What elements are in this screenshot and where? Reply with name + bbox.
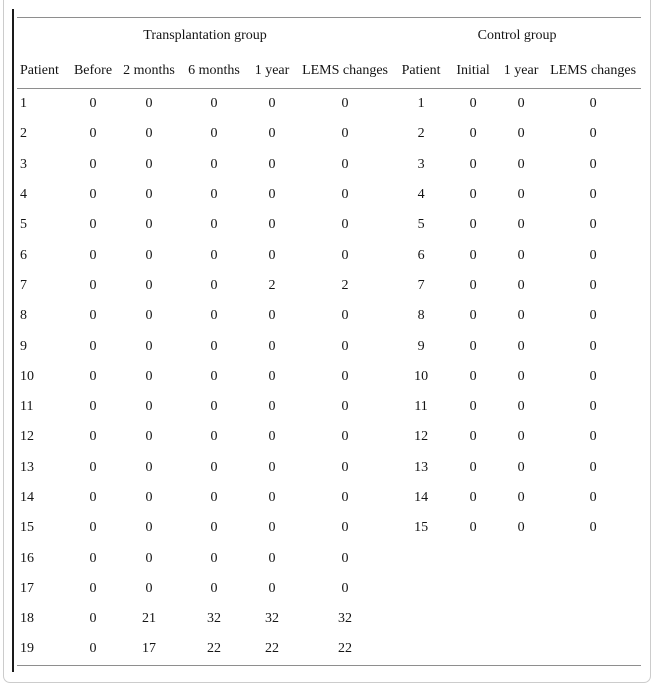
value-cell: 0 bbox=[89, 308, 97, 324]
column-header-row bbox=[17, 53, 641, 89]
value-cell: 0 bbox=[517, 247, 525, 263]
value-cell: 0 bbox=[89, 550, 97, 566]
patient-number-control bbox=[393, 604, 449, 634]
value-cell: 0 bbox=[210, 580, 218, 596]
value-cell: 0 bbox=[89, 459, 97, 475]
col-header-patient-control: Patient bbox=[401, 62, 441, 78]
value-cell: 0 bbox=[210, 126, 218, 142]
value-cell: 0 bbox=[589, 187, 597, 203]
value-cell: 0 bbox=[89, 399, 97, 415]
value-cell: 0 bbox=[145, 247, 153, 263]
value-cell: 0 bbox=[145, 217, 153, 233]
value-cell: 0 bbox=[210, 308, 218, 324]
value-cell: 0 bbox=[268, 550, 276, 566]
col-header-before: Before bbox=[73, 62, 113, 78]
table-body bbox=[17, 89, 641, 666]
patient-number-transplant: 2 bbox=[20, 126, 27, 142]
value-cell: 0 bbox=[268, 459, 276, 475]
table-row bbox=[17, 240, 641, 270]
value-cell: 2 bbox=[268, 277, 276, 293]
value-cell: 0 bbox=[341, 126, 349, 142]
patient-number-control bbox=[393, 574, 449, 604]
value-cell: 0 bbox=[517, 399, 525, 415]
value-cell: 0 bbox=[145, 338, 153, 354]
value-cell: 0 bbox=[89, 611, 97, 627]
value-cell: 0 bbox=[268, 368, 276, 384]
value-cell bbox=[545, 574, 641, 604]
group-header-transplantation: Transplantation group bbox=[143, 27, 267, 43]
value-cell: 0 bbox=[469, 368, 477, 384]
value-cell: 0 bbox=[145, 187, 153, 203]
value-cell: 0 bbox=[469, 308, 477, 324]
value-cell: 0 bbox=[589, 429, 597, 445]
value-cell: 0 bbox=[89, 156, 97, 172]
value-cell: 0 bbox=[469, 429, 477, 445]
value-cell: 0 bbox=[589, 308, 597, 324]
value-cell: 0 bbox=[210, 399, 218, 415]
patient-number-transplant: 9 bbox=[20, 338, 27, 354]
value-cell: 0 bbox=[89, 126, 97, 142]
value-cell: 0 bbox=[517, 187, 525, 203]
value-cell: 0 bbox=[268, 580, 276, 596]
value-cell: 0 bbox=[89, 187, 97, 203]
value-cell: 0 bbox=[341, 156, 349, 172]
value-cell: 22 bbox=[265, 641, 279, 657]
value-cell: 0 bbox=[89, 580, 97, 596]
value-cell: 32 bbox=[338, 611, 353, 627]
value-cell: 32 bbox=[207, 611, 221, 627]
patient-number-transplant: 19 bbox=[20, 641, 34, 657]
value-cell: 0 bbox=[517, 520, 525, 536]
value-cell: 21 bbox=[142, 611, 156, 627]
value-cell: 0 bbox=[268, 217, 276, 233]
value-cell: 0 bbox=[89, 368, 97, 384]
value-cell bbox=[497, 574, 545, 604]
value-cell bbox=[545, 634, 641, 665]
table-row bbox=[17, 604, 641, 634]
value-cell: 0 bbox=[589, 490, 597, 505]
value-cell: 0 bbox=[517, 277, 525, 293]
value-cell bbox=[545, 604, 641, 634]
table-row bbox=[17, 150, 641, 180]
value-cell: 0 bbox=[145, 580, 153, 596]
col-header-lems-changes-transplant: LEMS changes bbox=[302, 62, 388, 78]
patient-number-transplant: 10 bbox=[20, 368, 34, 384]
patient-number-control: 6 bbox=[417, 247, 425, 263]
table-row bbox=[17, 392, 641, 422]
value-cell: 0 bbox=[210, 550, 218, 566]
col-header-1-year-transplant: 1 year bbox=[254, 62, 290, 78]
value-cell: 0 bbox=[145, 550, 153, 566]
value-cell: 0 bbox=[268, 429, 276, 445]
value-cell: 0 bbox=[469, 338, 477, 354]
value-cell: 0 bbox=[145, 459, 153, 475]
value-cell bbox=[449, 604, 497, 634]
value-cell: 0 bbox=[145, 308, 153, 324]
patient-number-transplant: 3 bbox=[20, 156, 27, 172]
value-cell: 0 bbox=[268, 247, 276, 263]
value-cell: 0 bbox=[210, 429, 218, 445]
value-cell: 0 bbox=[89, 490, 97, 505]
value-cell: 0 bbox=[341, 308, 349, 324]
value-cell: 0 bbox=[341, 580, 349, 596]
patient-number-control bbox=[393, 543, 449, 573]
value-cell: 0 bbox=[145, 156, 153, 172]
table-row bbox=[17, 210, 641, 240]
value-cell: 0 bbox=[210, 368, 218, 384]
value-cell: 0 bbox=[268, 126, 276, 142]
table-row bbox=[17, 301, 641, 331]
table-row bbox=[17, 362, 641, 392]
patient-number-transplant: 17 bbox=[20, 580, 34, 596]
table-row bbox=[17, 574, 641, 604]
value-cell: 0 bbox=[145, 490, 153, 505]
value-cell: 0 bbox=[469, 490, 477, 505]
value-cell: 0 bbox=[341, 187, 349, 203]
value-cell: 0 bbox=[89, 338, 97, 354]
patient-number-transplant: 14 bbox=[20, 490, 34, 505]
value-cell: 0 bbox=[589, 126, 597, 142]
value-cell bbox=[449, 634, 497, 665]
patient-number-transplant: 4 bbox=[20, 187, 27, 203]
value-cell: 22 bbox=[338, 641, 353, 657]
value-cell: 0 bbox=[210, 156, 218, 172]
value-cell: 0 bbox=[341, 338, 349, 354]
value-cell: 0 bbox=[268, 156, 276, 172]
col-header-6-months: 6 months bbox=[188, 62, 240, 78]
value-cell: 0 bbox=[145, 96, 153, 112]
patient-number-transplant: 1 bbox=[20, 96, 27, 112]
patient-number-transplant: 8 bbox=[20, 308, 27, 324]
value-cell: 0 bbox=[210, 187, 218, 203]
value-cell bbox=[449, 574, 497, 604]
value-cell: 0 bbox=[589, 520, 597, 536]
value-cell: 0 bbox=[210, 247, 218, 263]
table-row bbox=[17, 119, 641, 149]
value-cell bbox=[545, 543, 641, 573]
value-cell: 0 bbox=[89, 429, 97, 445]
value-cell: 0 bbox=[589, 247, 597, 263]
patient-number-control: 11 bbox=[414, 399, 428, 415]
col-header-lems-changes-control: LEMS changes bbox=[550, 62, 637, 78]
value-cell: 0 bbox=[469, 217, 477, 233]
patient-number-transplant: 15 bbox=[20, 520, 34, 536]
value-cell: 0 bbox=[268, 490, 276, 505]
group-header-control: Control group bbox=[477, 27, 557, 43]
patient-number-transplant: 11 bbox=[20, 399, 34, 415]
value-cell bbox=[497, 604, 545, 634]
value-cell: 0 bbox=[589, 277, 597, 293]
table-row bbox=[17, 271, 641, 301]
value-cell: 0 bbox=[89, 520, 97, 536]
value-cell: 0 bbox=[517, 338, 525, 354]
value-cell: 0 bbox=[469, 247, 477, 263]
value-cell: 0 bbox=[210, 338, 218, 354]
col-header-1-year-control: 1 year bbox=[503, 62, 539, 78]
lems-scores-table bbox=[17, 17, 641, 666]
value-cell: 0 bbox=[517, 308, 525, 324]
value-cell: 0 bbox=[469, 156, 477, 172]
value-cell: 0 bbox=[210, 96, 218, 112]
value-cell: 0 bbox=[341, 368, 349, 384]
value-cell: 0 bbox=[589, 96, 597, 112]
patient-number-control: 12 bbox=[414, 429, 429, 445]
value-cell: 0 bbox=[145, 126, 153, 142]
value-cell: 0 bbox=[469, 126, 477, 142]
value-cell: 0 bbox=[268, 187, 276, 203]
value-cell: 0 bbox=[589, 459, 597, 475]
value-cell: 0 bbox=[341, 520, 349, 536]
value-cell: 0 bbox=[341, 96, 349, 112]
patient-number-control: 14 bbox=[414, 490, 429, 505]
table-row bbox=[17, 453, 641, 483]
value-cell: 0 bbox=[589, 217, 597, 233]
value-cell: 0 bbox=[145, 277, 153, 293]
patient-number-transplant: 18 bbox=[20, 611, 34, 627]
patient-number-control: 4 bbox=[417, 187, 425, 203]
value-cell: 0 bbox=[268, 520, 276, 536]
value-cell: 0 bbox=[469, 399, 477, 415]
value-cell: 0 bbox=[210, 277, 218, 293]
value-cell: 0 bbox=[89, 277, 97, 293]
patient-number-control: 5 bbox=[417, 217, 425, 233]
patient-number-control: 3 bbox=[417, 156, 425, 172]
value-cell: 0 bbox=[341, 490, 349, 505]
value-cell bbox=[497, 543, 545, 573]
patient-number-control: 7 bbox=[417, 277, 425, 293]
value-cell: 0 bbox=[469, 96, 477, 112]
patient-number-transplant: 12 bbox=[20, 429, 34, 445]
patient-number-control: 9 bbox=[417, 338, 425, 354]
table-row bbox=[17, 483, 641, 513]
table-row bbox=[17, 513, 641, 543]
value-cell: 0 bbox=[517, 156, 525, 172]
value-cell: 0 bbox=[589, 399, 597, 415]
value-cell: 0 bbox=[145, 368, 153, 384]
col-header-patient-transplant: Patient bbox=[20, 62, 59, 78]
value-cell: 0 bbox=[145, 429, 153, 445]
patient-number-control: 13 bbox=[414, 459, 429, 475]
value-cell: 17 bbox=[142, 641, 156, 657]
value-cell: 0 bbox=[589, 338, 597, 354]
patient-number-control bbox=[393, 634, 449, 665]
value-cell: 0 bbox=[517, 368, 525, 384]
value-cell: 0 bbox=[517, 126, 525, 142]
value-cell: 0 bbox=[210, 459, 218, 475]
value-cell: 0 bbox=[89, 641, 97, 657]
value-cell: 2 bbox=[341, 277, 349, 293]
patient-number-control: 8 bbox=[417, 308, 425, 324]
value-cell: 0 bbox=[341, 217, 349, 233]
patient-number-transplant: 7 bbox=[20, 277, 27, 293]
value-cell: 0 bbox=[517, 217, 525, 233]
value-cell: 0 bbox=[210, 217, 218, 233]
value-cell: 0 bbox=[589, 156, 597, 172]
value-cell: 0 bbox=[517, 96, 525, 112]
value-cell: 0 bbox=[89, 96, 97, 112]
value-cell: 0 bbox=[268, 399, 276, 415]
value-cell: 0 bbox=[517, 490, 525, 505]
value-cell: 32 bbox=[265, 611, 279, 627]
patient-number-transplant: 13 bbox=[20, 459, 34, 475]
table-row bbox=[17, 89, 641, 120]
value-cell: 22 bbox=[207, 641, 221, 657]
col-header-2-months: 2 months bbox=[123, 62, 175, 78]
value-cell: 0 bbox=[268, 96, 276, 112]
value-cell bbox=[449, 543, 497, 573]
value-cell: 0 bbox=[210, 520, 218, 536]
value-cell: 0 bbox=[517, 459, 525, 475]
value-cell: 0 bbox=[341, 550, 349, 566]
patient-number-control: 15 bbox=[414, 520, 429, 536]
patient-number-control: 1 bbox=[417, 96, 425, 112]
col-header-initial: Initial bbox=[456, 62, 490, 78]
value-cell: 0 bbox=[469, 520, 477, 536]
table-row bbox=[17, 422, 641, 452]
value-cell: 0 bbox=[268, 338, 276, 354]
value-cell: 0 bbox=[469, 187, 477, 203]
value-cell bbox=[497, 634, 545, 665]
value-cell: 0 bbox=[589, 368, 597, 384]
value-cell: 0 bbox=[210, 490, 218, 505]
table-row bbox=[17, 634, 641, 665]
table-row bbox=[17, 331, 641, 361]
patient-number-transplant: 16 bbox=[20, 550, 34, 566]
value-cell: 0 bbox=[469, 277, 477, 293]
value-cell: 0 bbox=[89, 217, 97, 233]
patient-number-control: 2 bbox=[417, 126, 425, 142]
table-row bbox=[17, 543, 641, 573]
value-cell: 0 bbox=[341, 459, 349, 475]
value-cell: 0 bbox=[341, 247, 349, 263]
patient-number-control: 10 bbox=[414, 368, 429, 384]
table-row bbox=[17, 180, 641, 210]
patient-number-transplant: 5 bbox=[20, 217, 27, 233]
value-cell: 0 bbox=[268, 308, 276, 324]
group-header-row bbox=[17, 18, 641, 54]
value-cell: 0 bbox=[341, 399, 349, 415]
table-left-rule bbox=[12, 9, 14, 672]
value-cell: 0 bbox=[145, 520, 153, 536]
value-cell: 0 bbox=[341, 429, 349, 445]
value-cell: 0 bbox=[469, 459, 477, 475]
value-cell: 0 bbox=[145, 399, 153, 415]
value-cell: 0 bbox=[517, 429, 525, 445]
value-cell: 0 bbox=[89, 247, 97, 263]
patient-number-transplant: 6 bbox=[20, 247, 27, 263]
